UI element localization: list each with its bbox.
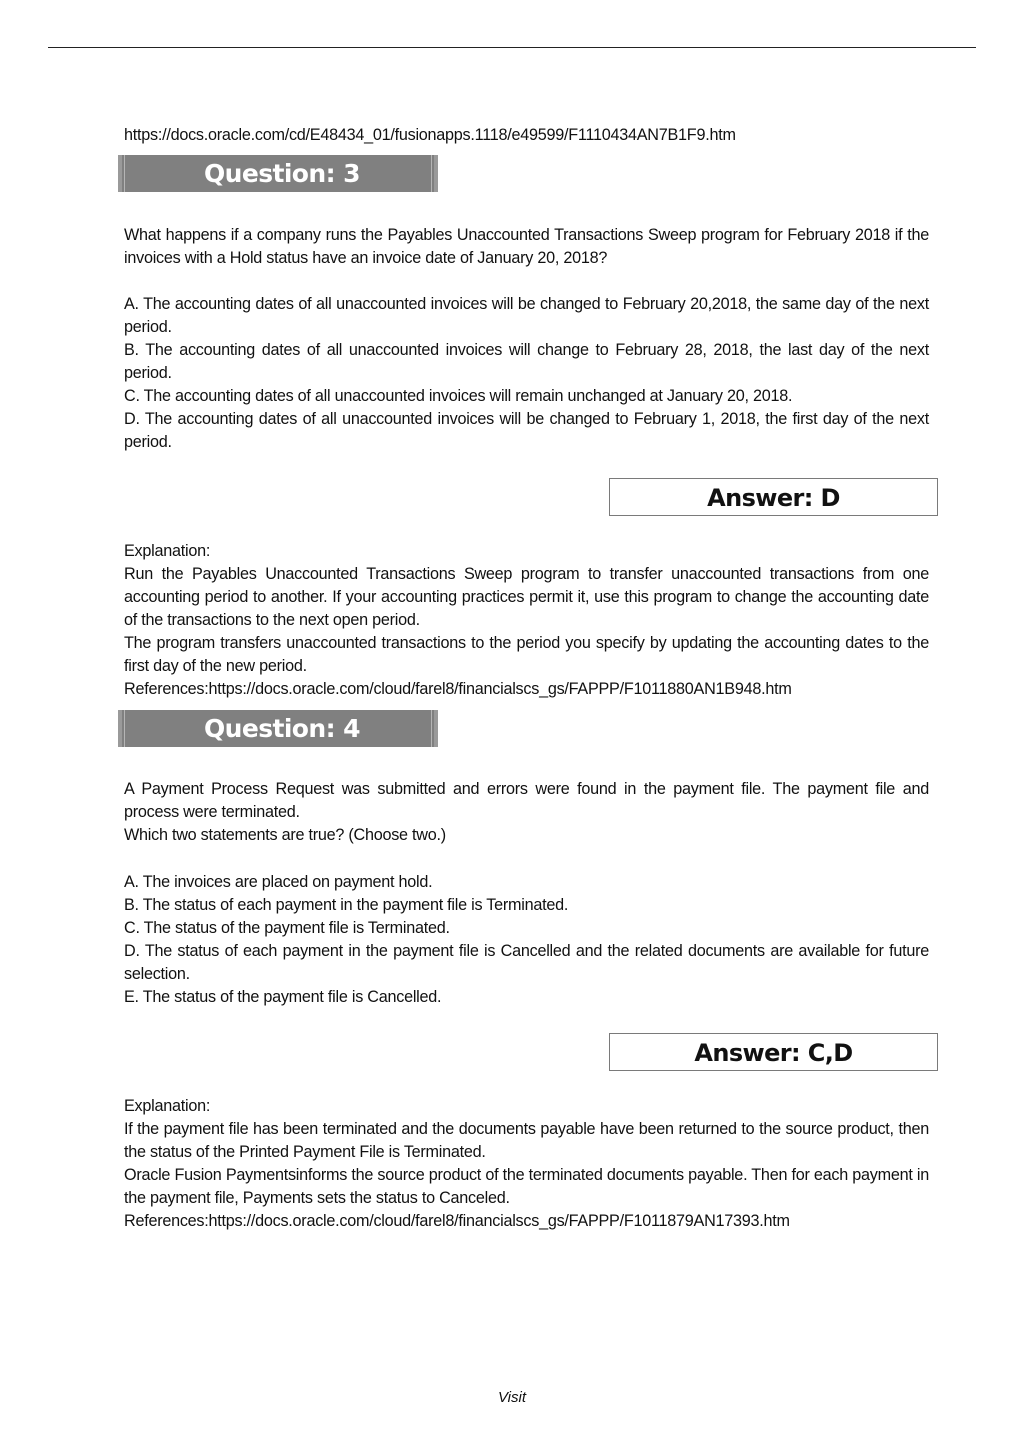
question-3-answer: Answer: D <box>707 484 840 512</box>
question-3-stem-text: What happens if a company runs the Payables Unaccounted Transactions Sweep program for February 2018 if the invoices with a Hold status have an invoice date of January 20, 2018? <box>124 226 929 267</box>
question-3-explanation <box>124 540 929 701</box>
question-3-explanation-para-2: The program transfers unaccounted transactions to the period you specify by updating the accounting dates to the first day of the new period. <box>124 634 929 675</box>
question-3-answer-box <box>609 478 938 516</box>
question-4-references[interactable]: References:https://docs.oracle.com/cloud/farel8/financialscs_gs/FAPPP/F1011879AN17393.htm <box>124 1212 790 1230</box>
reference-url[interactable]: https://docs.oracle.com/cd/E48434_01/fusionapps.1118/e49599/F1110434AN7B1F9.htm <box>124 126 736 144</box>
question-3-references[interactable]: References:https://docs.oracle.com/cloud/farel8/financialscs_gs/FAPPP/F1011880AN1B948.htm <box>124 680 792 698</box>
question-3-header <box>118 155 438 192</box>
question-4-option-c: C. The status of the payment file is Terminated. <box>124 919 450 937</box>
question-4-header <box>118 710 438 747</box>
question-4-answer: Answer: C,D <box>694 1039 853 1067</box>
question-4-answer-box <box>609 1033 938 1071</box>
question-4-option-a: A. The invoices are placed on payment hold. <box>124 873 433 891</box>
question-4-option-e: E. The status of the payment file is Cancelled. <box>124 988 442 1006</box>
top-rule <box>48 47 976 48</box>
question-3-title: Question: 3 <box>204 159 360 188</box>
question-4-explanation-para-1: If the payment file has been terminated and the documents payable have been returned to the source product, then the status of the Printed Payment File is Terminated. <box>124 1120 929 1161</box>
footer-visit[interactable]: Visit <box>497 1389 527 1406</box>
question-4-stem <box>124 778 929 847</box>
question-4-option-d: D. The status of each payment in the payment file is Cancelled and the related documents are available for future selection. <box>124 942 929 983</box>
question-4-title: Question: 4 <box>204 714 360 743</box>
question-3-option-a: A. The accounting dates of all unaccounted invoices will be changed to February 20,2018, the same day of the next period. <box>124 295 929 336</box>
question-3-option-c: C. The accounting dates of all unaccounted invoices will remain unchanged at January 20, 2018. <box>124 387 793 405</box>
question-4-options <box>124 871 929 1009</box>
question-4-option-b: B. The status of each payment in the payment file is Terminated. <box>124 896 569 914</box>
question-4-explanation-label: Explanation: <box>124 1097 211 1115</box>
question-3-option-d: D. The accounting dates of all unaccounted invoices will be changed to February 1, 2018, the first day of the next period. <box>124 410 929 451</box>
question-4-explanation-para-2: Oracle Fusion Paymentsinforms the source product of the terminated documents payable. Then for each payment in the payment file, Payments sets the status to Canceled. <box>124 1166 929 1207</box>
question-3-explanation-label: Explanation: <box>124 542 211 560</box>
question-3-option-b: B. The accounting dates of all unaccounted invoices will change to February 28, 2018, the last day of the next period. <box>124 341 929 382</box>
question-3-stem <box>124 224 929 270</box>
question-4-explanation <box>124 1095 929 1233</box>
question-4-stem-instruction: Which two statements are true? (Choose two.) <box>124 826 446 844</box>
question-4-stem-text: A Payment Process Request was submitted and errors were found in the payment file. The payment file and process were terminated. <box>124 780 929 821</box>
question-3-explanation-para-1: Run the Payables Unaccounted Transactions Sweep program to transfer unaccounted transactions from one accounting period to another. If your accounting practices permit it, use this program to change the accounting date of the transactions to the next open period. <box>124 565 929 629</box>
question-3-options <box>124 293 929 454</box>
